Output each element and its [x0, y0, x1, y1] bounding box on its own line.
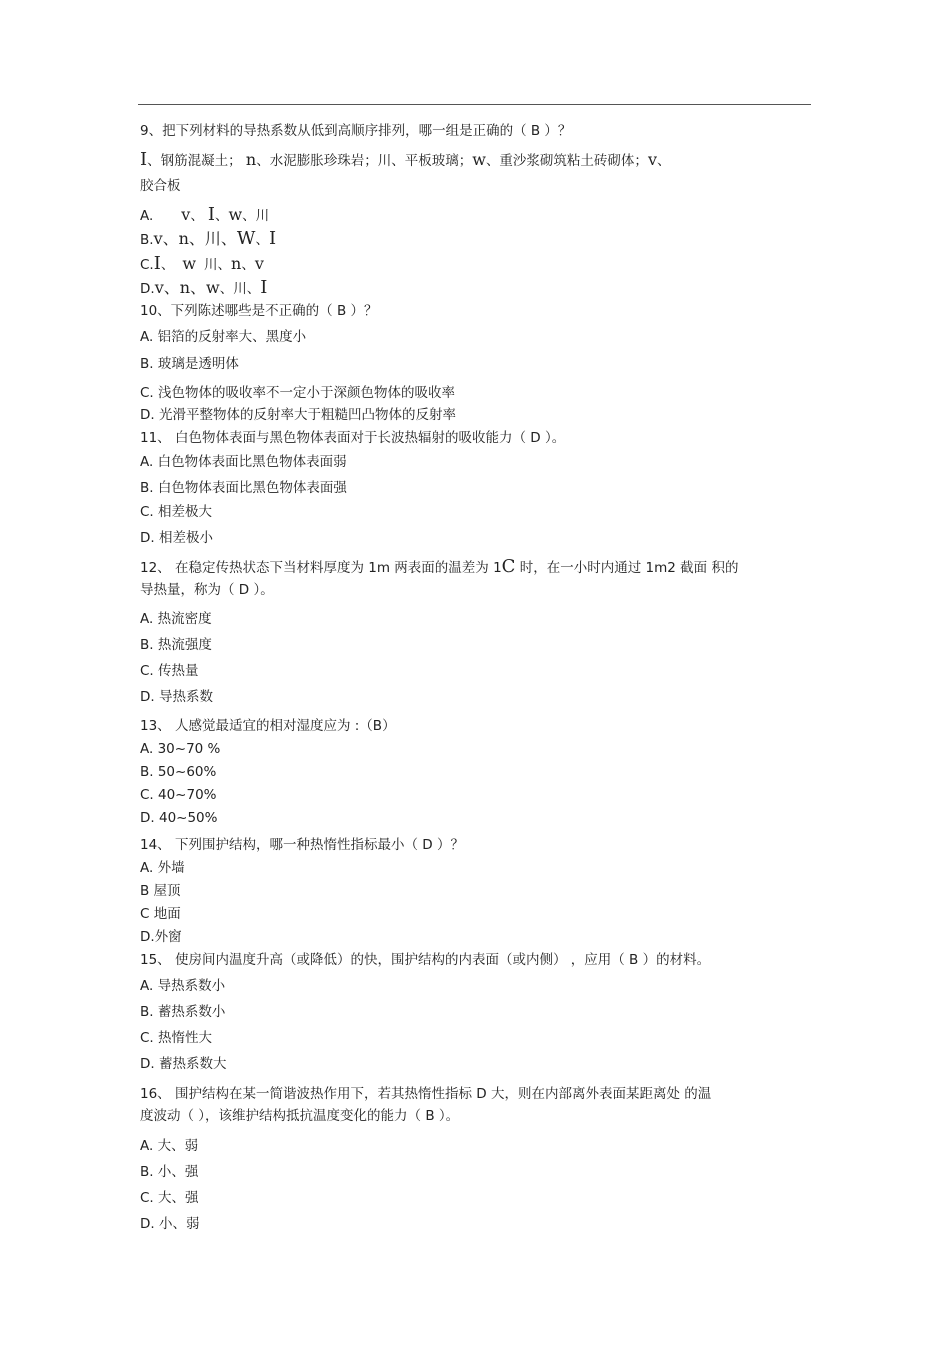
- q15-option-b: B. 蓄热系数小: [140, 1004, 226, 1020]
- q16-option-b: B. 小、强: [140, 1164, 199, 1180]
- q13-stem: 13、 人感觉最适宜的相对湿度应为 :（B）: [140, 718, 396, 734]
- q14-stem: 14、 下列围护结构，哪一种热惰性指标最小（ D ）？: [140, 837, 464, 853]
- q13-option-d: D. 40~50%: [140, 810, 218, 826]
- q12-stem-line2: 导热量，称为（ D ）。: [140, 582, 274, 598]
- q12-option-b: B. 热流强度: [140, 637, 212, 653]
- q9-option-b: B.v、n、川、W、I: [140, 228, 277, 249]
- q12-option-c: C. 传热量: [140, 663, 199, 679]
- q9-stem: 9、把下列材料的导热系数从低到高顺序排列，哪一组是正确的（ B ）？: [140, 123, 572, 139]
- q15-option-d: D. 蓄热系数大: [140, 1056, 227, 1072]
- q14-option-c: C 地面: [140, 906, 181, 922]
- q14-option-b: B 屋顶: [140, 883, 181, 899]
- q10-option-b: B. 玻璃是透明体: [140, 356, 239, 372]
- q15-stem: 15、 使房间内温度升高（或降低）的快，围护结构的内表面（或内侧） ，应用（ B ）的材料。: [140, 952, 711, 968]
- q11-stem: 11、 白色物体表面与黑色物体表面对于长波热辐射的吸收能力（ D ）。: [140, 430, 566, 446]
- q9-items-line: I、钢筋混凝土； n、水泥膨胀珍珠岩；川、平板玻璃；w、重沙浆砌筑粘土砖砌体；v、: [140, 149, 671, 170]
- q16-option-d: D. 小、弱: [140, 1216, 200, 1232]
- q9-option-c: C.I、 w 川、n、v: [140, 253, 264, 274]
- q9-items-line2: 胶合板: [140, 178, 181, 194]
- q15-option-a: A. 导热系数小: [140, 978, 226, 994]
- q12-option-a: A. 热流密度: [140, 611, 212, 627]
- q12-stem: 12、 在稳定传热状态下当材料厚度为 1m 两表面的温差为 1C 时，在一小时内通过 1m2 截面 积的: [140, 556, 739, 577]
- q13-option-a: A. 30~70 %: [140, 741, 221, 757]
- q16-option-c: C. 大、强: [140, 1190, 199, 1206]
- q11-option-d: D. 相差极小: [140, 530, 213, 546]
- q11-option-b: B. 白色物体表面比黑色物体表面强: [140, 480, 347, 496]
- q10-stem: 10、下列陈述哪些是不正确的（ B ）？: [140, 303, 378, 319]
- q13-option-b: B. 50~60%: [140, 764, 217, 780]
- q11-option-c: C. 相差极大: [140, 504, 213, 520]
- q14-option-a: A. 外墙: [140, 860, 185, 876]
- q15-option-c: C. 热惰性大: [140, 1030, 213, 1046]
- q14-option-d: D.外窗: [140, 929, 182, 945]
- q9-option-a: A. v、 I、w、川: [140, 204, 270, 225]
- q16-stem: 16、 围护结构在某一简谐波热作用下，若其热惰性指标 D 大，则在内部离外表面某距离处 的温: [140, 1086, 712, 1102]
- q10-option-a: A. 铝箔的反射率大、黑度小: [140, 329, 307, 345]
- q16-stem-line2: 度波动（ ），该维护结构抵抗温度变化的能力（ B ）。: [140, 1108, 460, 1124]
- q16-option-a: A. 大、弱: [140, 1138, 199, 1154]
- q12-option-d: D. 导热系数: [140, 689, 213, 705]
- q10-option-c: C. 浅色物体的吸收率不一定小于深颜色物体的吸收率: [140, 385, 456, 401]
- q10-option-d: D. 光滑平整物体的反射率大于粗糙凹凸物体的反射率: [140, 407, 456, 423]
- q11-option-a: A. 白色物体表面比黑色物体表面弱: [140, 454, 347, 470]
- header-rule: [138, 104, 811, 105]
- q13-option-c: C. 40~70%: [140, 787, 217, 803]
- q9-option-d: D.v、n、w、川、I: [140, 277, 268, 298]
